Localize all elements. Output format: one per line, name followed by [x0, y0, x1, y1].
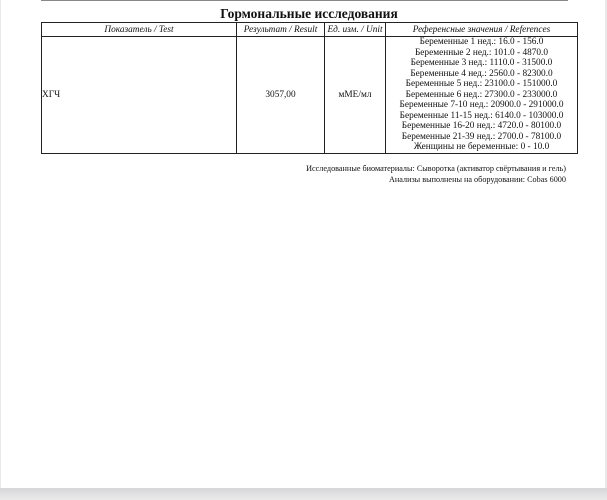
results-table — [41, 22, 578, 154]
table-header-row — [42, 23, 578, 37]
document-page — [1, 0, 605, 488]
reference-line: Беременные 7-10 нед.: 20900.0 - 291000.0 — [399, 100, 564, 110]
unit-cell: мМЕ/мл — [325, 37, 386, 154]
reference-line: Беременные 11-15 нед.: 6140.0 - 103000.0 — [399, 110, 564, 121]
header-result: Результат / Result — [237, 23, 325, 37]
reference-line: Беременные 1 нед.: 16.0 - 156.0 — [419, 37, 544, 47]
result-cell: 3057,00 — [237, 37, 325, 154]
test-name-cell: ХГЧ — [42, 37, 237, 154]
reference-line: Беременные 16-20 нед.: 4720.0 - 80100.0 — [401, 121, 562, 131]
reference-line: Беременные 3 нед.: 1110.0 - 31500.0 — [410, 58, 553, 68]
reference-line: Беременные 6 нед.: 27300.0 - 233000.0 — [405, 89, 558, 100]
section-title: Гормональные исследования — [220, 6, 398, 21]
page-edge-shadow — [0, 488, 607, 500]
table-row — [42, 37, 578, 154]
top-divider — [41, 0, 568, 1]
footnotes — [41, 163, 566, 185]
header-references: Референсные значения / References — [386, 23, 578, 37]
biomaterial-note: Исследованные биоматериалы: Сыворотка (активатор свёртывания и гель) — [306, 164, 566, 173]
reference-line: Беременные 21-39 нед.: 2700.0 - 78100.0 — [401, 131, 562, 142]
reference-line: Женщины не беременные: 0 - 10.0 — [413, 142, 550, 152]
equipment-note: Анализы выполнены на оборудовании: Cobas 6000 — [388, 175, 566, 184]
reference-line: Беременные 2 нед.: 101.0 - 4870.0 — [414, 47, 549, 58]
references-cell — [386, 37, 578, 154]
header-test: Показатель / Test — [42, 23, 237, 37]
reference-line: Беременные 5 нед.: 23100.0 - 151000.0 — [405, 79, 558, 89]
header-unit: Ед. изм. / Unit — [325, 23, 386, 37]
reference-line: Беременные 4 нед.: 2560.0 - 82300.0 — [410, 68, 553, 79]
